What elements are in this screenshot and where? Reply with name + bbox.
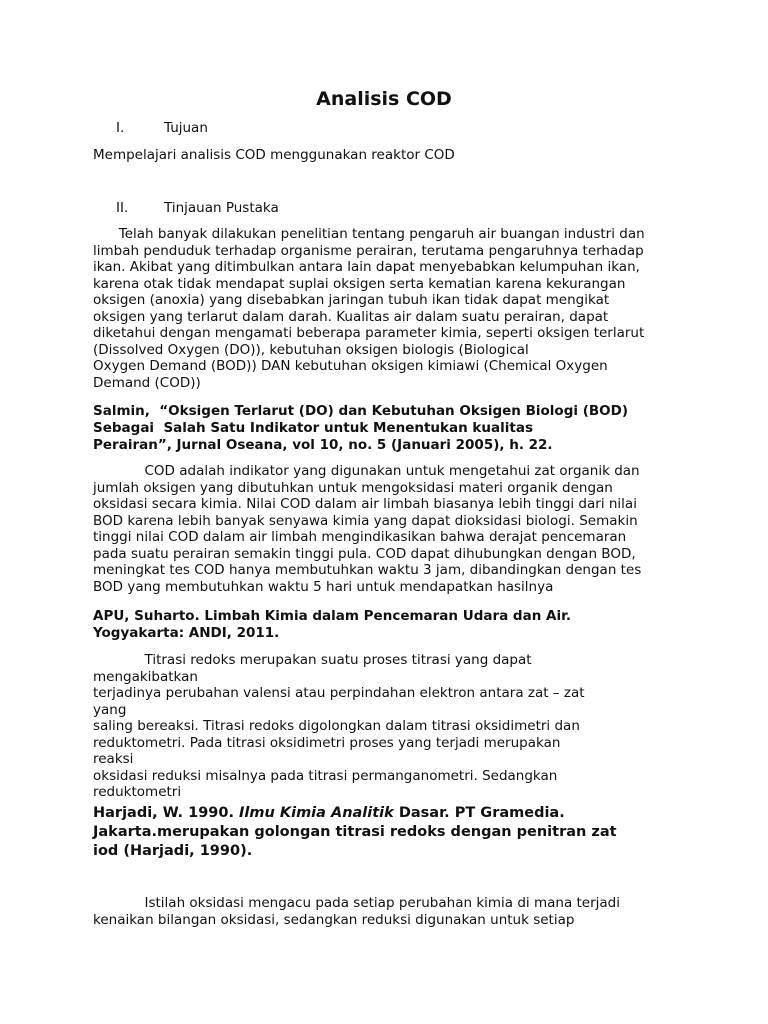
text-line: (Dissolved Oxygen (DO)), kebutuhan oksigen biologis (Biological (93, 341, 529, 358)
text-line: Istilah oksidasi mengacu pada setiap perubahan kimia di mana terjadi (93, 895, 621, 911)
text-line: reduktometri (93, 784, 182, 800)
reference-line: Perairan”, Jurnal Oseana, vol 10, no. 5 (Januari 2005), h. 22. (93, 437, 553, 453)
text-line: karena otak tidak mendapat suplai oksigen serta kematian karena kekurangan (93, 275, 626, 292)
text-line: Telah banyak dilakukan penelitian tentang pengaruh air buangan industri dan (93, 226, 645, 242)
text-line: ikan. Akibat yang ditimbulkan antara lain dapat menyebabkan kelumpuhan ikan, (93, 259, 640, 275)
text-line: yang (93, 701, 127, 718)
text-line: terjadinya perubahan valensi atau perpindahan elektron antara zat – zat (93, 685, 585, 701)
text-line: pada suatu perairan semakin tinggi pula. COD dapat dihubungkan dengan BOD, (93, 545, 636, 562)
reference-book-title: Ilmu Kimia Analitik (239, 805, 394, 821)
section-label: Tinjauan Pustaka (164, 200, 279, 216)
reference-line: APU, Suharto. Limbah Kimia dalam Pencemaran Udara dan Air. (93, 608, 571, 624)
text-line: Titrasi redoks merupakan suatu proses titrasi yang dapat (93, 652, 532, 668)
reference-line: Sebagai Salah Satu Indikator untuk Menentukan kualitas (93, 420, 533, 436)
text-line: BOD karena lebih banyak senyawa kimia yang dapat dioksidasi biologi. Semakin (93, 512, 638, 529)
reference-line: Jakarta.merupakan golongan titrasi redoks dengan penitran zat (93, 824, 617, 840)
reference-author: Harjadi, W. 1990. (93, 805, 240, 821)
section-heading-tinjauan (116, 200, 279, 216)
tujuan-text: Mempelajari analisis COD menggunakan reaktor COD (93, 147, 455, 163)
text-line: reaksi (93, 751, 134, 767)
page-title: Analisis COD (316, 88, 452, 110)
reference-line (93, 803, 565, 823)
reference-publisher: Dasar. PT Gramedia. (393, 805, 565, 821)
section-number: II. (116, 200, 129, 216)
text-line: meningkat tes COD hanya membutuhkan waktu 3 jam, dibandingkan dengan tes (93, 562, 642, 578)
text-line: COD adalah indikator yang digunakan untuk mengetahui zat organik dan (93, 463, 640, 479)
text-line: oksidasi reduksi misalnya pada titrasi permanganometri. Sedangkan (93, 767, 558, 784)
text-line: BOD yang membutuhkan waktu 5 hari untuk mendapatkan hasilnya (93, 578, 554, 595)
text-line: tinggi nilai COD dalam air limbah mengindikasikan bahwa derajat pencemaran (93, 529, 627, 545)
text-line: kenaikan bilangan oksidasi, sedangkan reduksi digunakan untuk setiap (93, 912, 575, 928)
reference-line: Salmin, “Oksigen Terlarut (DO) dan Kebutuhan Oksigen Biologi (BOD) (93, 403, 629, 419)
section-heading-tujuan (116, 120, 208, 136)
section-label: Tujuan (164, 120, 208, 136)
text-line: diketahui dengan mengamati beberapa parameter kimia, seperti oksigen terlarut (93, 325, 645, 341)
text-line: Oxygen Demand (BOD)) DAN kebutuhan oksigen kimiawi (Chemical Oxygen (93, 358, 608, 374)
text-line: Demand (COD)) (93, 374, 201, 391)
text-line: reduktometri. Pada titrasi oksidimetri proses yang terjadi merupakan (93, 734, 561, 751)
text-line: oksigen yang terlarut dalam darah. Kualitas air dalam suatu perairan, dapat (93, 308, 609, 325)
reference-line: Yogyakarta: ANDI, 2011. (93, 625, 280, 641)
text-line: limbah penduduk terhadap organisme perairan, terutama pengaruhnya terhadap (93, 242, 644, 259)
text-line: oksidasi secara kimia. Nilai COD dalam air limbah biasanya lebih tinggi dari nilai (93, 496, 637, 512)
text-line: saling bereaksi. Titrasi redoks digolongkan dalam titrasi oksidimetri dan (93, 718, 580, 734)
text-line: mengakibatkan (93, 668, 198, 685)
text-line: jumlah oksigen yang dibutuhkan untuk mengoksidasi materi organik dengan (93, 479, 613, 496)
reference-line: iod (Harjadi, 1990). (93, 843, 253, 859)
section-number: I. (116, 120, 125, 136)
text-line: oksigen (anoxia) yang disebabkan jaringan tubuh ikan tidak dapat mengikat (93, 292, 610, 308)
